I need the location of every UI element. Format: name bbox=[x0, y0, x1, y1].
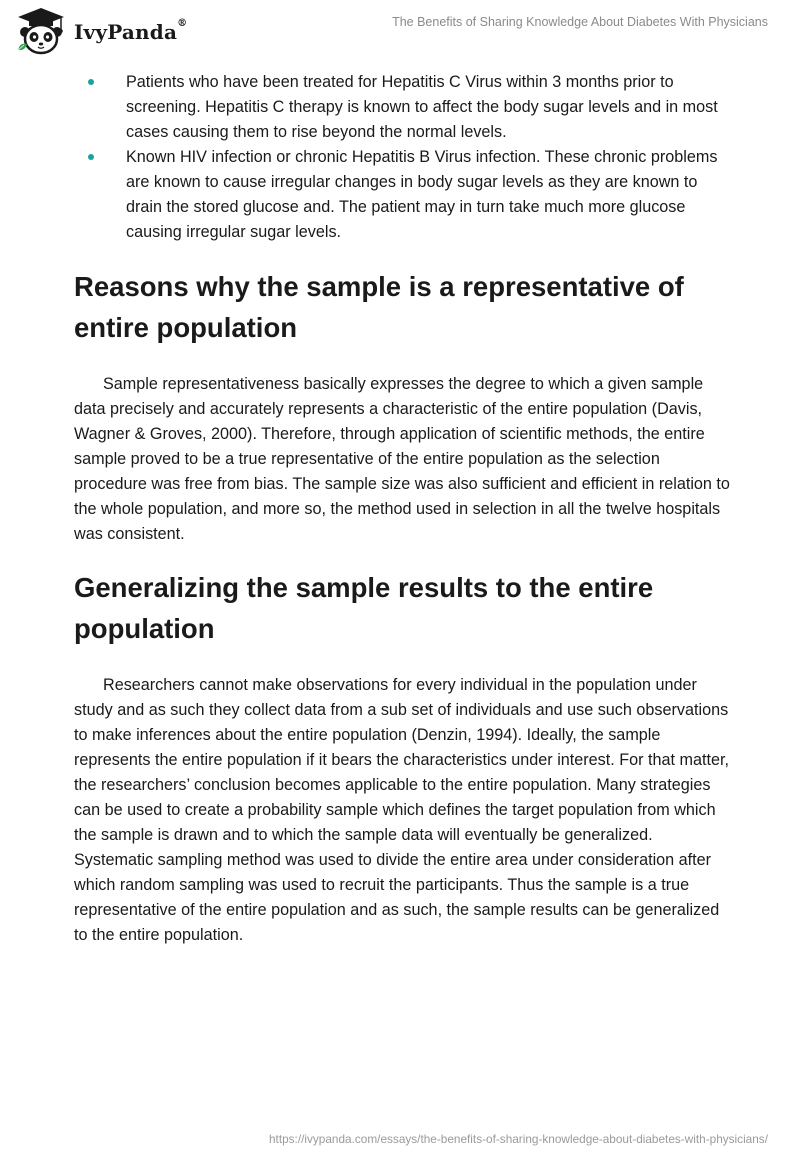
essay-content bbox=[74, 70, 734, 948]
page-header bbox=[0, 0, 800, 70]
panda-graduate-icon bbox=[14, 6, 68, 56]
bullet-dot-icon bbox=[88, 154, 94, 160]
document-title: The Benefits of Sharing Knowledge About Diabetes With Physicians bbox=[392, 15, 768, 29]
list-item bbox=[74, 145, 734, 245]
list-item bbox=[74, 70, 734, 145]
section-heading-generalizing: Generalizing the sample results to the entire population bbox=[74, 572, 654, 644]
bullet-dot-icon bbox=[88, 79, 94, 85]
section-paragraph-generalizing: Researchers cannot make observations for every individual in the population under study and as such they collect data from a sub set of individuals and use such observations to make inferences about the entire population (Denzin, 1994). Ideally, the sample represents the entire population if it bears the characteristics under interest. For that matter, the researchers’ conclusion becomes applicable to the entire population. Many strategies can be used to create a probability sample which defines the target population from which the sample is drawn and to which the sample data will eventually be generalized. Systematic sampling method was used to divide the entire area under consideration after which random sampling was used to recruit the participants. Thus the sample is a true representative of the entire population and as such, the sample results can be generalized to the entire population. bbox=[74, 676, 730, 944]
section-paragraph-representative: Sample representativeness basically expresses the degree to which a given sample data precisely and accurately represents a characteristic of the entire population (Davis, Wagner & Groves, 2000). Therefore, through application of scientific methods, the entire sample proved to be a true representative of the entire population as the selection procedure was free from bias. The sample size was also sufficient and efficient in relation to the whole population, and more so, the method used in selection in all the twelve hospitals was consistent. bbox=[74, 375, 730, 543]
logo-wordmark: IvyPanda® bbox=[74, 18, 188, 44]
footer-source-url[interactable]: https://ivypanda.com/essays/the-benefits-of-sharing-knowledge-about-diabetes-with-physicians/ bbox=[268, 1132, 768, 1146]
list-item-text: Known HIV infection or chronic Hepatitis B Virus infection. These chronic problems are known to cause irregular changes in body sugar levels as they are known to drain the stored glucose and. The patient may in turn take much more glucose causing irregular sugar levels. bbox=[126, 148, 718, 241]
ivypanda-logo[interactable] bbox=[14, 6, 187, 56]
bullet-list bbox=[74, 70, 734, 245]
list-item-text: Patients who have been treated for Hepatitis C Virus within 3 months prior to screening. Hepatitis C therapy is known to affect the body sugar levels and in most cases causing them to rise beyond the normal levels. bbox=[126, 73, 718, 141]
section-heading-representative: Reasons why the sample is a representative of entire population bbox=[74, 271, 684, 343]
